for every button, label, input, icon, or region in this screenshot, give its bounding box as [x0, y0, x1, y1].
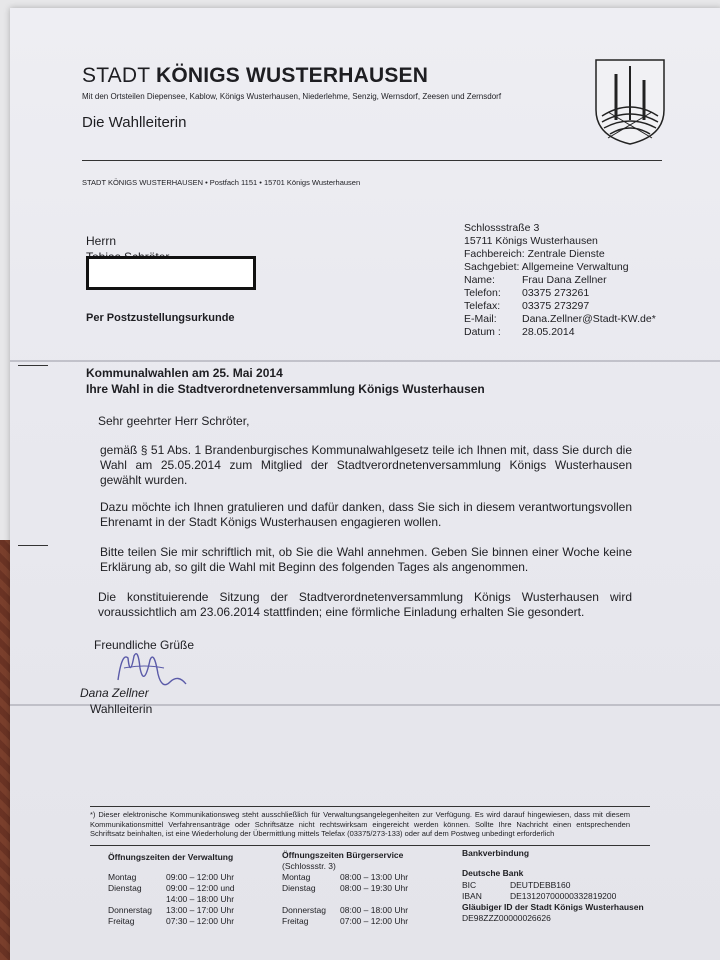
fold-mark: [18, 365, 48, 366]
time-value: 13:00 – 17:00 Uhr: [166, 905, 235, 915]
sender-line: STADT KÖNIGS WUSTERHAUSEN • Postfach 1151 • 15701 Königs Wusterhausen: [82, 178, 361, 187]
day-label: Montag: [282, 872, 311, 882]
bank-bic: [462, 880, 570, 892]
info-area: Fachbereich: Zentrale Dienste: [464, 248, 605, 260]
header-divider: [82, 160, 662, 161]
coat-of-arms-icon: [594, 58, 666, 146]
time-value: 07:30 – 12:00 Uhr: [166, 916, 235, 926]
info-value: 03375 273261: [522, 287, 590, 299]
city-prefix: STADT: [82, 64, 150, 87]
bank-name: Deutsche Bank: [462, 868, 524, 878]
info-row-name: [464, 274, 607, 287]
info-topic: Sachgebiet: Allgemeine Verwaltung: [464, 261, 629, 273]
admin-hours-title: Öffnungszeiten der Verwaltung: [108, 852, 234, 862]
paragraph-2: [100, 500, 632, 530]
paragraph-2-text: Dazu möchte ich Ihnen gratulieren und dafür danken, dass Sie sich in diesem verantwortungsvollen Ehrenamt in der Stadt Königs Wusterhausen engagieren wollen.: [100, 500, 632, 529]
day-label: Donnerstag: [282, 905, 326, 915]
signer-role: Wahlleiterin: [90, 702, 153, 716]
iban-label: IBAN: [462, 891, 482, 901]
info-row-phone: [464, 287, 589, 300]
day-label: Freitag: [282, 916, 309, 926]
info-street: Schlossstraße 3: [464, 222, 540, 234]
iban-value: DE13120700000332819200: [510, 891, 617, 901]
citizen-hours-subtitle: (Schlossstr. 3): [282, 861, 336, 871]
subject-line-1: Kommunalwahlen am 25. Mai 2014: [86, 366, 283, 380]
paragraph-4: [98, 590, 632, 620]
city-name-bold: KÖNIGS WUSTERHAUSEN: [155, 64, 429, 87]
info-value: 28.05.2014: [522, 326, 575, 338]
bank-iban: [462, 891, 616, 903]
footer-divider: [90, 845, 650, 846]
day-label: Dienstag: [108, 883, 142, 893]
info-value: 03375 273297: [522, 300, 590, 312]
closing: Freundliche Grüße: [94, 638, 195, 652]
day-label: Montag: [108, 872, 137, 882]
time-value: 08:00 – 13:00 Uhr: [340, 872, 409, 882]
bank-title: Bankverbindung: [462, 848, 530, 858]
info-row-date: [464, 326, 575, 339]
info-label: Telefon:: [464, 287, 501, 299]
info-label: E-Mail:: [464, 313, 497, 325]
letter-greeting: Sehr geehrter Herr Schröter,: [98, 414, 250, 428]
admin-hours-row: [108, 905, 234, 917]
paragraph-1: [100, 443, 632, 488]
paragraph-3: [100, 545, 632, 575]
time-value: 08:00 – 18:00 Uhr: [340, 905, 409, 915]
bic-label: BIC: [462, 880, 477, 890]
paragraph-3-text: Bitte teilen Sie mir schriftlich mit, ob Sie die Wahl annehmen. Geben Sie binnen einer Woche keine Erklärung ab, so gilt die Wahl mit Beginn des folgenden Tages als angenommen.: [100, 545, 632, 574]
admin-hours-row: [108, 916, 234, 928]
recipient-salutation: Herrn: [86, 234, 117, 248]
info-city: 15711 Königs Wusterhausen: [464, 235, 598, 247]
time-value: 09:00 – 12:00 und: [166, 883, 235, 893]
info-value: Dana.Zellner@Stadt-KW.de*: [522, 313, 656, 325]
citizen-hours-row: [282, 905, 408, 917]
admin-hours-row: [108, 883, 235, 895]
city-subline: Mit den Ortsteilen Diepensee, Kablow, Königs Wusterhausen, Niederlehme, Senzig, Wernsdorf, Zeesen und Zernsdorf: [82, 92, 502, 101]
citizen-hours-row: [282, 883, 408, 895]
fold-line: [10, 360, 720, 362]
day-label: Freitag: [108, 916, 135, 926]
day-label: Donnerstag: [108, 905, 152, 915]
redacted-address-box: [86, 256, 256, 290]
time-value: 08:00 – 19:30 Uhr: [340, 883, 409, 893]
day-label: Dienstag: [282, 883, 316, 893]
bic-value: DEUTDEBB160: [510, 880, 571, 890]
info-row-fax: [464, 300, 589, 313]
footer-note: *) Dieser elektronische Kommunikationsweg steht ausschließlich für Verwaltungsangelegenheiten zur Verfügung. Es wird darauf hingewiesen, dass mit diesem Kommunikationsmittel Verfahrensanträge oder Schriftsätze nicht rechtswirksam eingereicht werden können. Sollte Ihre Nachricht einen entsprechenden Schriftsatz beinhalten, ist eine Wiederholung der Übermittlung mittels Telefax (03375/273-133) oder auf dem Postweg unbedingt erforderlich: [90, 810, 630, 838]
info-label: Datum :: [464, 326, 501, 338]
city-name: [82, 64, 428, 88]
department-title: Die Wahlleiterin: [82, 114, 187, 131]
admin-hours-row: [108, 894, 234, 906]
paragraph-4-text: Die konstituierende Sitzung der Stadtverordnetenversammlung Königs Wusterhausen wird voraussichtlich am 23.06.2014 stattfinden; eine förmliche Einladung erhalten Sie gesondert.: [98, 590, 632, 619]
citizen-hours-row: [282, 916, 408, 928]
time-value: 14:00 – 18:00 Uhr: [166, 894, 235, 904]
paragraph-1-text: gemäß § 51 Abs. 1 Brandenburgisches Kommunalwahlgesetz teile ich Ihnen mit, dass Sie durch die Wahl am 25.05.2014 zum Mitglied der Stadtverordnetenversammlung Königs Wusterhausen gewählt wurden.: [100, 443, 632, 487]
time-value: 07:00 – 12:00 Uhr: [340, 916, 409, 926]
delivery-method: Per Postzustellungsurkunde: [86, 312, 235, 324]
citizen-hours-row: [282, 872, 408, 884]
signer-name: Dana Zellner: [80, 686, 149, 700]
info-label: Name:: [464, 274, 495, 286]
subject-line-2: Ihre Wahl in die Stadtverordnetenversammlung Königs Wusterhausen: [86, 382, 485, 396]
creditor-label: Gläubiger ID der Stadt Königs Wusterhausen: [462, 902, 644, 912]
info-value: Frau Dana Zellner: [522, 274, 607, 286]
footer-divider: [90, 806, 650, 807]
admin-hours-row: [108, 872, 234, 884]
info-row-email: [464, 313, 656, 326]
citizen-hours-title: Öffnungszeiten Bürgerservice: [282, 850, 404, 860]
creditor-id: DE98ZZZ00000026626: [462, 913, 551, 923]
info-label: Telefax:: [464, 300, 501, 312]
fold-mark: [18, 545, 48, 546]
time-value: 09:00 – 12:00 Uhr: [166, 872, 235, 882]
